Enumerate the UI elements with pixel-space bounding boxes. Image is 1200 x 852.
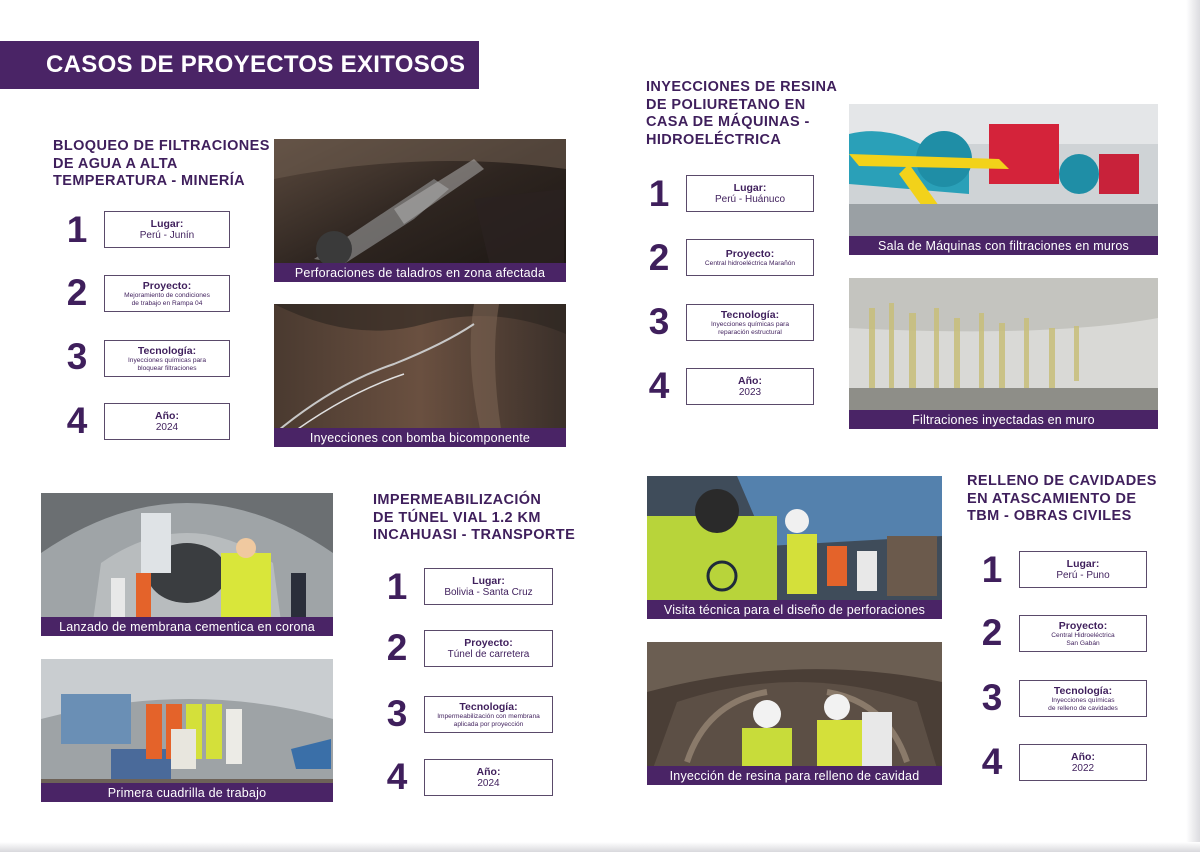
project-3-title: [373, 492, 575, 545]
item-number: 2: [981, 612, 1003, 653]
photo-injected-wall: [849, 278, 1158, 429]
title-line: EN ATASCAMIENTO DE: [967, 490, 1137, 507]
info-value: Impermeabilización con membrana: [437, 712, 540, 720]
info-value: Perú - Huánuco: [714, 193, 786, 205]
wall-resin-image: [849, 278, 1158, 429]
photo-caption: Inyección de resina para relleno de cavidad: [647, 766, 942, 785]
info-label: Año:: [155, 409, 179, 422]
tunnel-membrane-image: [41, 493, 333, 636]
item-number: 1: [648, 173, 670, 214]
info-box-project: [1019, 615, 1147, 652]
item-number: 3: [648, 301, 670, 342]
info-label: Lugar:: [150, 217, 184, 230]
info-box-project: [686, 239, 814, 276]
photo-resin-injection: [647, 642, 942, 785]
info-value: bloquear filtraciones: [137, 364, 197, 372]
info-box-project: [104, 275, 230, 312]
title-line: TBM - OBRAS CIVILES: [967, 508, 1132, 524]
page-title: CASOS DE PROYECTOS EXITOSOS: [46, 51, 466, 78]
info-box-year: [104, 403, 230, 440]
item-number: 1: [66, 209, 88, 250]
info-label: Lugar:: [733, 181, 767, 194]
info-label: Lugar:: [1066, 557, 1100, 570]
title-line: DE POLIURETANO EN: [646, 96, 806, 113]
info-value: Mejoramiento de condiciones: [124, 291, 210, 299]
info-value: 2023: [738, 386, 762, 398]
info-label: Proyecto:: [464, 636, 513, 649]
item-number: 4: [386, 756, 408, 797]
info-label: Proyecto:: [142, 279, 192, 292]
tbm-visit-image: [647, 476, 942, 619]
tunnel-drill-image: [274, 139, 566, 282]
photo-caption: Perforaciones de taladros en zona afectada: [274, 263, 566, 282]
info-value: Perú - Puno: [1056, 569, 1110, 581]
info-box-technology: [104, 340, 230, 377]
item-number: 3: [66, 336, 88, 377]
title-line: IMPERMEABILIZACIÓN: [373, 492, 542, 508]
photo-injection-pump: [274, 304, 566, 447]
item-number: 4: [648, 365, 670, 406]
info-label: Proyecto:: [725, 247, 775, 260]
info-box-technology: [1019, 680, 1147, 717]
item-number: 4: [981, 741, 1003, 782]
info-label: Tecnología:: [1053, 684, 1113, 697]
project-1-title: [53, 138, 270, 191]
item-number: 3: [981, 677, 1003, 718]
photo-caption: Sala de Máquinas con filtraciones en muros: [849, 236, 1158, 255]
info-value: Inyecciones químicas para: [710, 320, 790, 328]
info-box-location: [1019, 551, 1147, 588]
title-line: DE AGUA A ALTA: [53, 155, 178, 172]
info-value: 2024: [477, 777, 500, 789]
title-line: INCAHUASI - TRANSPORTE: [373, 527, 576, 543]
item-number: 2: [648, 237, 670, 278]
title-line: RELLENO DE CAVIDADES: [967, 473, 1157, 489]
info-label: Tecnología:: [720, 308, 780, 321]
info-box-location: [104, 211, 230, 248]
page-bottom-shadow: [0, 842, 1200, 852]
info-label: Tecnología:: [459, 700, 518, 713]
project-2-title: [646, 79, 837, 149]
info-value: aplicada por proyección: [453, 720, 524, 728]
photo-drilling: [274, 139, 566, 282]
info-box-technology: [424, 696, 553, 733]
page-fold-shadow: [1186, 0, 1200, 852]
info-box-year: [424, 759, 553, 796]
info-value: Bolivia - Santa Cruz: [444, 586, 533, 598]
info-value: Inyecciones químicas para: [127, 356, 207, 364]
info-value: Central hidroeléctrica Marañón: [704, 259, 796, 267]
turbine-hall-image: [849, 104, 1158, 255]
cavity-injection-image: [647, 642, 942, 785]
info-box-year: [1019, 744, 1147, 781]
info-value: Inyecciones químicas: [1051, 696, 1115, 704]
photo-technical-visit: [647, 476, 942, 619]
title-line: BLOQUEO DE FILTRACIONES: [53, 138, 270, 154]
title-line: TEMPERATURA - MINERÍA: [53, 173, 246, 189]
photo-work-crew: [41, 659, 333, 802]
item-number: 1: [981, 549, 1003, 590]
rock-wall-image: [274, 304, 566, 447]
title-line: HIDROELÉCTRICA: [646, 131, 782, 148]
info-value: 2024: [155, 421, 179, 433]
info-value: reparación estructural: [718, 328, 782, 336]
info-value: de relleno de cavidades: [1048, 704, 1118, 712]
title-line: CASA DE MÁQUINAS -: [646, 114, 810, 130]
info-label: Tecnología:: [137, 344, 197, 357]
info-value: de trabajo en Rampa 04: [131, 299, 203, 307]
photo-caption: Visita técnica para el diseño de perforaciones: [647, 600, 942, 619]
info-label: Lugar:: [472, 574, 505, 587]
item-number: 2: [66, 272, 88, 313]
info-box-location: [686, 175, 814, 212]
crew-tunnel-image: [41, 659, 333, 802]
info-box-project: [424, 630, 553, 667]
item-number: 3: [386, 693, 408, 734]
photo-caption: Inyecciones con bomba bicomponente: [274, 428, 566, 447]
photo-machine-room: [849, 104, 1158, 255]
info-value: Perú - Junín: [139, 229, 195, 241]
info-value: Central Hidroeléctrica: [1051, 631, 1115, 639]
info-box-year: [686, 368, 814, 405]
info-label: Año:: [476, 765, 501, 778]
header-banner: [0, 41, 479, 89]
title-line: INYECCIONES DE RESINA: [646, 79, 838, 95]
info-value: Túnel de carretera: [447, 648, 530, 660]
photo-caption: Filtraciones inyectadas en muro: [849, 410, 1158, 429]
title-line: DE TÚNEL VIAL 1.2 KM: [373, 509, 541, 526]
item-number: 2: [386, 627, 408, 668]
info-label: Año:: [738, 374, 762, 387]
photo-caption: Primera cuadrilla de trabajo: [41, 783, 333, 802]
info-box-technology: [686, 304, 814, 341]
info-value: San Gabán: [1066, 639, 1100, 647]
project-4-title: [967, 473, 1157, 526]
info-label: Año:: [1071, 750, 1095, 763]
info-value: 2022: [1071, 762, 1095, 774]
info-box-location: [424, 568, 553, 605]
info-label: Proyecto:: [1058, 619, 1108, 632]
photo-membrane-spraying: [41, 493, 333, 636]
item-number: 4: [66, 400, 88, 441]
photo-caption: Lanzado de membrana cementica en corona: [41, 617, 333, 636]
item-number: 1: [386, 566, 408, 607]
